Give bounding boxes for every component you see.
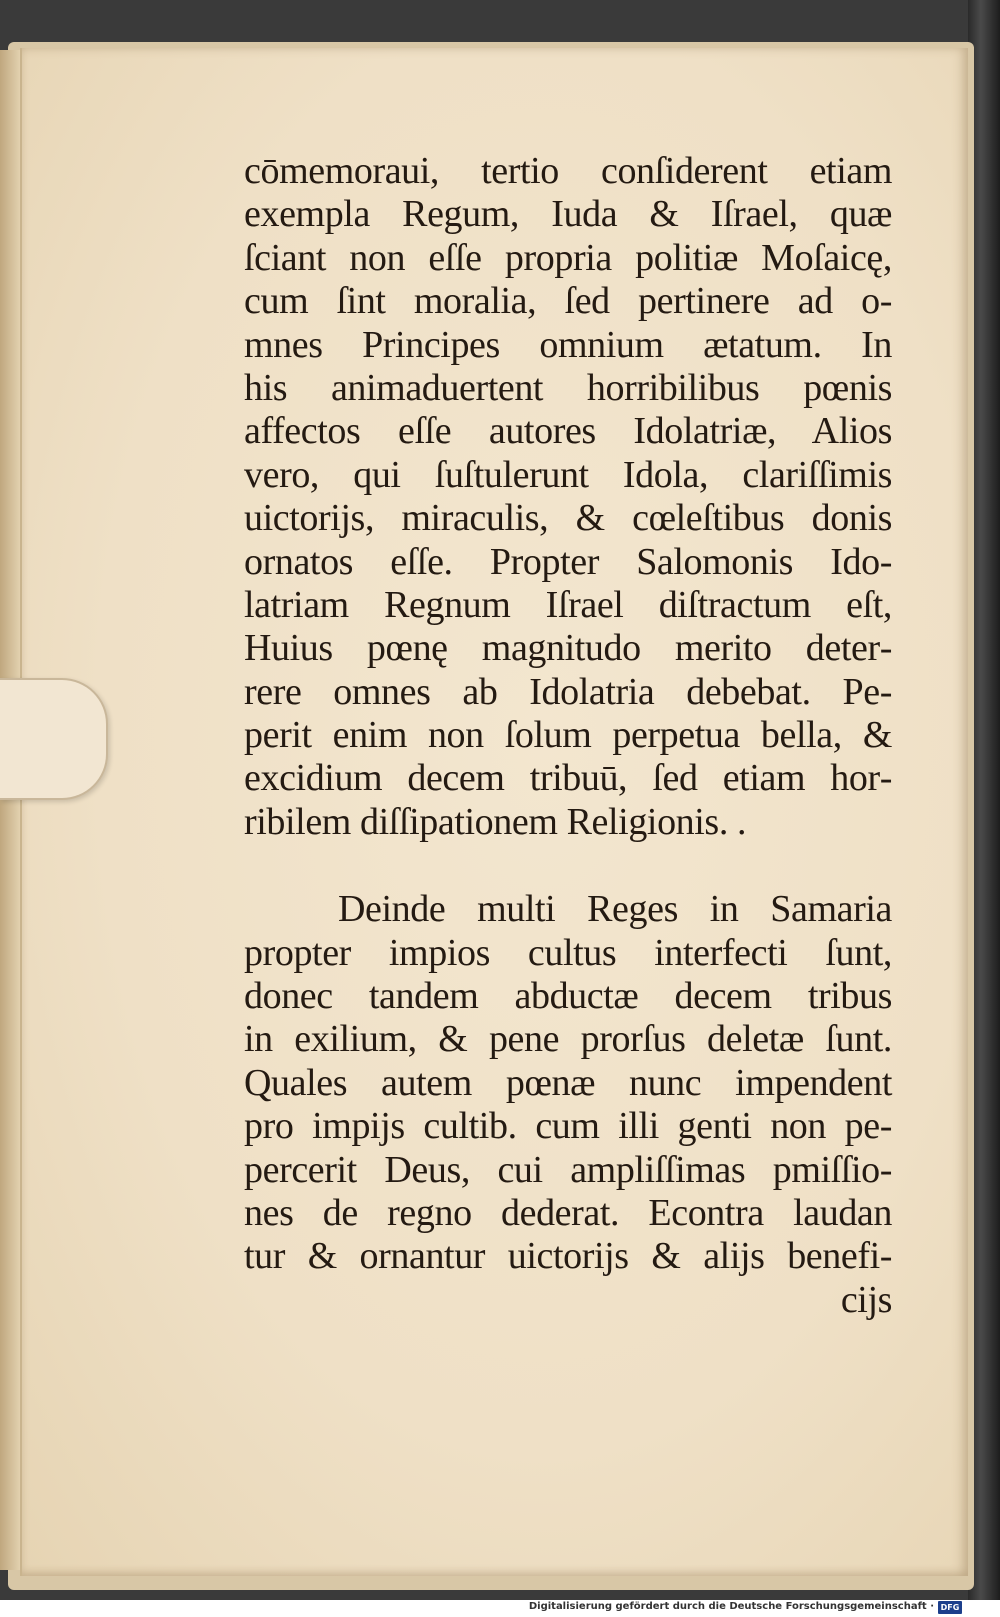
text-line: cōmemoraui, tertio conſiderent etiam: [244, 150, 892, 192]
text-line: ribilem diſſipationem Religionis. .: [244, 800, 747, 843]
text-line: Quales autem pœnæ nunc impendent: [244, 1061, 892, 1104]
text-line: Huius pœnę magnitudo merito deter‑: [244, 627, 892, 670]
text-line: pro impijs cultib. cum illi genti non pe‑: [244, 1105, 892, 1148]
text-line: rere omnes ab Idolatria debebat. Pe‑: [244, 670, 892, 713]
text-line: perit enim non ſolum perpetua bella, &: [244, 714, 892, 757]
text-line: uictorijs, miraculis, & cœleſtibus donis: [244, 497, 892, 540]
text-line: percerit Deus, cui ampliſſimas pmiſſio‑: [244, 1148, 892, 1191]
page-gutter-shadow: [0, 50, 22, 1570]
text-line: Deinde multi Reges in Samaria: [338, 888, 892, 931]
text-line: cum ſint moralia, ſed pertinere ad o‑: [244, 280, 892, 323]
page-text: [244, 150, 892, 1322]
text-line: ornatos eſſe. Propter Salomonis Ido‑: [244, 540, 892, 583]
text-line: his animaduertent horribilibus pœnis: [244, 366, 892, 409]
text-line: exempla Regum, Iuda & Iſrael, quæ: [244, 193, 892, 236]
text-line: latriam Regnum Iſrael diſtractum eſt,: [244, 583, 892, 626]
text-line: donec tandem abductæ decem tribus: [244, 975, 892, 1018]
text-line: affectos eſſe autores Idolatriæ, Alios: [244, 410, 892, 453]
text-line: propter impios cultus interfecti ſunt,: [244, 931, 892, 974]
text-line: excidium decem tribuū, ſed etiam hor‑: [244, 757, 892, 800]
page-tab-marker: [0, 678, 108, 800]
text-line: tur & ornantur uictorijs & alijs benefi‑: [244, 1235, 892, 1278]
text-line: in exilium, & pene prorſus deletæ ſunt.: [244, 1018, 892, 1061]
text-line: mnes Principes omnium ætatum. In: [244, 323, 892, 366]
catchword: cijs: [840, 1278, 892, 1321]
paragraph-gap: [244, 844, 892, 888]
dfg-logo: DFG: [938, 1601, 962, 1614]
text-line: ſciant non eſſe propria politiæ Moſaicę,: [244, 236, 892, 279]
funding-credit: Digitalisierung gefördert durch die Deutsche Forschungsgemeinschaft ·: [528, 1601, 934, 1612]
text-line: nes de regno dederat. Econtra laudan: [244, 1191, 892, 1234]
text-line: vero, qui ſuſtulerunt Idola, clariſſimis: [244, 453, 892, 496]
